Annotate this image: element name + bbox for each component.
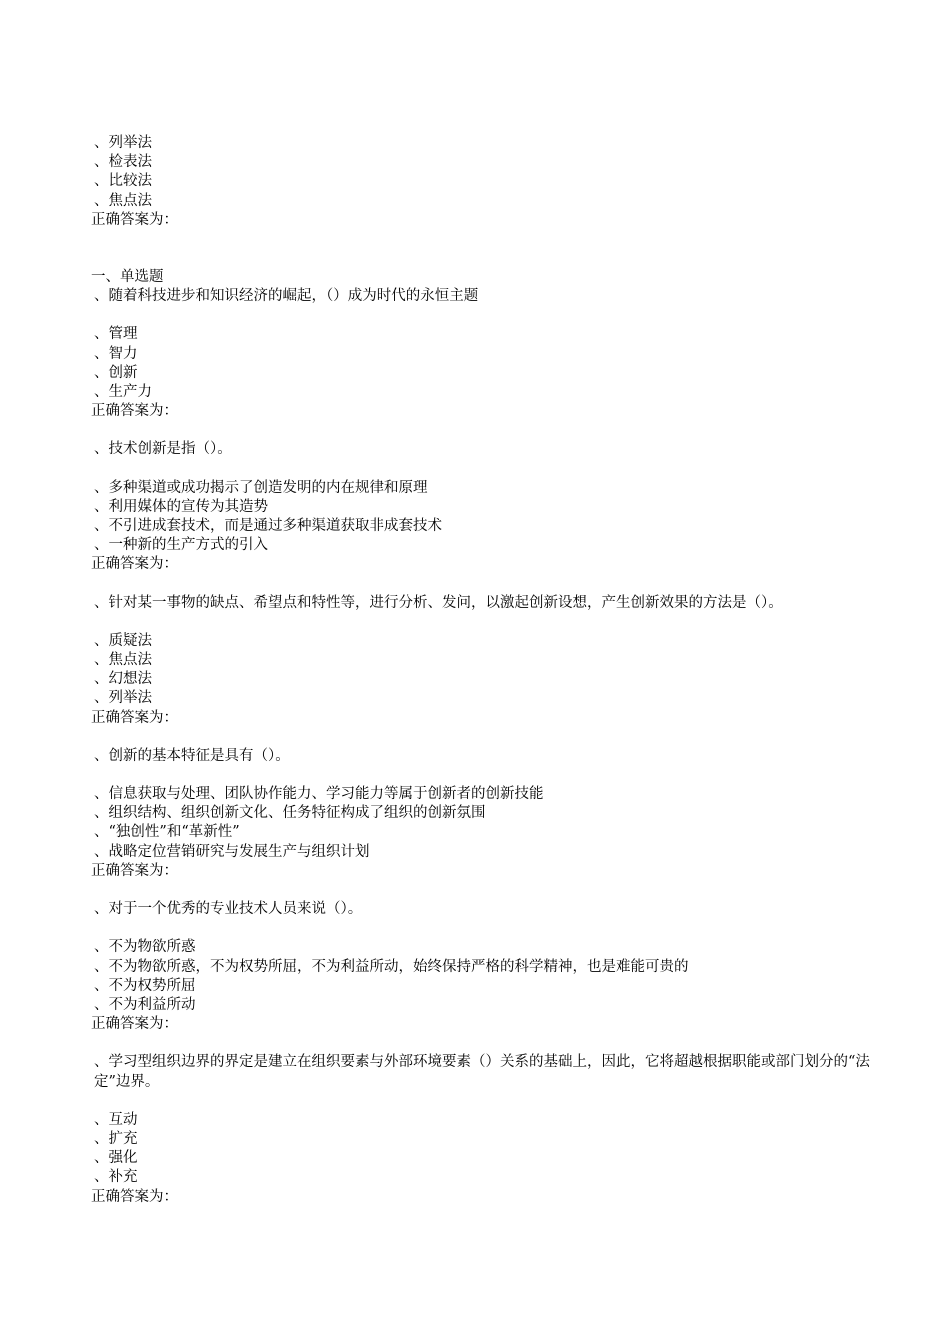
answer-label: 正确答案为： [91,709,178,726]
option: 、不为物欲所惑 [94,939,196,956]
option: 、组织结构、组织创新文化、任务特征构成了组织的创新氛围 [94,805,486,822]
option: 、不为利益所动 [94,996,196,1013]
option: 、检表法 [94,154,152,171]
option: 、补充 [94,1169,138,1186]
answer-label: 正确答案为： [91,403,178,420]
question-stem: 、针对某一事物的缺点、希望点和特性等，进行分析、发问，以激起创新设想，产生创新效果的方法是（）。 [94,594,783,611]
option: 、一种新的生产方式的引入 [94,537,268,554]
option: 、不为物欲所惑，不为权势所屈，不为利益所动，始终保持严格的科学精神，也是难能可贵的 [94,958,689,975]
question-stem: 、对于一个优秀的专业技术人员来说（）。 [94,901,363,918]
question-stem: 、创新的基本特征是具有（）。 [94,747,290,764]
section-title: 一、单选题 [91,269,164,286]
answer-label: 正确答案为： [91,556,178,573]
answer-label: 正确答案为： [91,211,178,228]
option: 、不引进成套技术，而是通过多种渠道获取非成套技术 [94,518,442,535]
option: 、不为权势所屈 [94,977,196,994]
answer-label: 正确答案为： [91,862,178,879]
answer-label: 正确答案为： [91,1016,178,1033]
option: 、利用媒体的宣传为其造势 [94,498,268,515]
option: 、列举法 [94,135,152,151]
option: 、创新 [94,364,138,381]
question-block [91,287,871,421]
option: 、智力 [94,345,138,362]
top-option-list [91,134,871,211]
option: 、多种渠道或成功揭示了创造发明的内在规律和原理 [94,479,428,496]
option: 、互动 [94,1111,138,1128]
option: 、列举法 [94,690,152,707]
option: 、信息获取与处理、团队协作能力、学习能力等属于创新者的创新技能 [94,786,544,803]
question-block [91,747,871,881]
option: 、比较法 [94,173,152,190]
option: 、生产力 [94,384,152,401]
option: 、“独创性”和“革新性” [94,824,240,841]
document-page [91,134,871,1207]
question-stem: 、学习型组织边界的界定是建立在组织要素与外部环境要素（）关系的基础上，因此，它将超越根据职能或部门划分的“法定”边界。 [94,1054,870,1090]
option: 、战略定位营销研究与发展生产与组织计划 [94,843,370,860]
question-block [91,594,871,728]
option: 、质疑法 [94,632,152,649]
option: 、幻想法 [94,671,152,688]
option: 、焦点法 [94,652,152,669]
question-stem: 、随着科技进步和知识经济的崛起，（）成为时代的永恒主题 [94,288,479,305]
option: 、扩充 [94,1130,138,1147]
answer-label: 正确答案为： [91,1188,178,1205]
question-block [91,1053,871,1206]
question-stem: 、技术创新是指（）。 [94,441,232,458]
option: 、强化 [94,1150,138,1167]
question-block [91,440,871,574]
option: 、焦点法 [94,192,152,209]
question-block [91,900,871,1034]
option: 、管理 [94,326,138,343]
